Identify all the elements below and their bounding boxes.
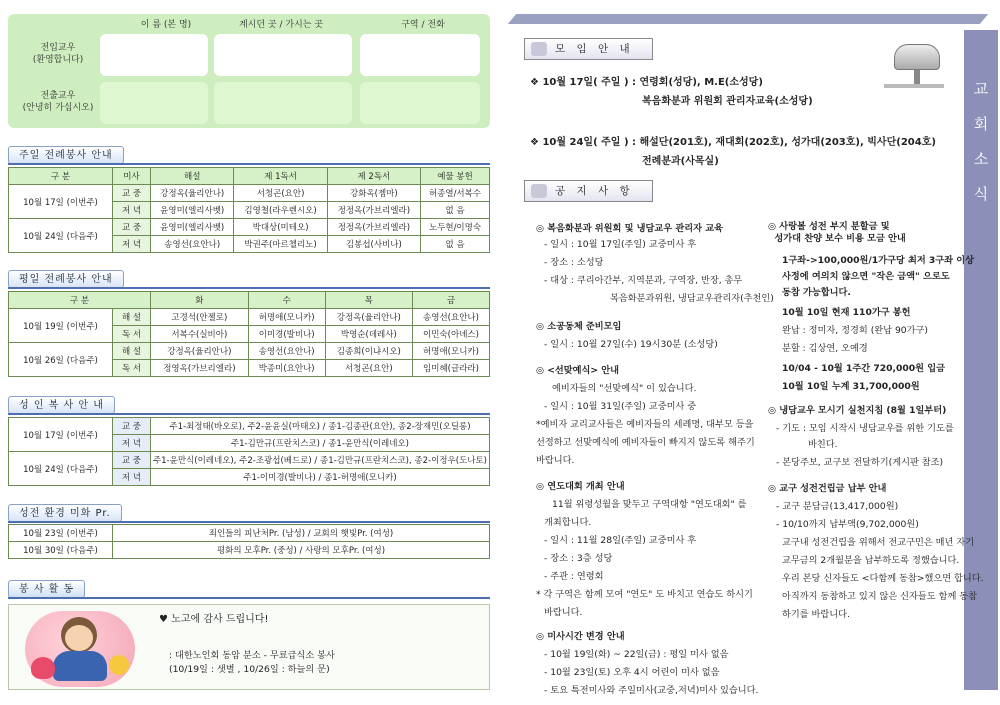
thanks-line <box>159 613 268 627</box>
sunday-section-header <box>8 146 490 166</box>
env-title: 성전 환경 미화 Pr. <box>8 504 122 522</box>
heart-icon: ♥ <box>159 614 172 625</box>
notice-text: - 주관 : 연령회 <box>544 571 604 582</box>
meeting-tab <box>524 38 653 60</box>
table-cell: 10월 17일 (이번주) <box>9 185 113 219</box>
notice-text: - 본당주보, 교구보 전달하기(게시판 참조) <box>776 457 944 468</box>
table-cell: 허명애(모니카) <box>413 343 490 360</box>
table-cell: 윤영미(엘리사벳) <box>151 202 234 219</box>
sunday-title: 주일 전례봉사 안내 <box>8 146 124 164</box>
table-cell: 해 설 <box>113 343 151 360</box>
side-char: 교 <box>973 80 989 98</box>
env-section-header <box>8 504 490 524</box>
adult-table <box>8 417 490 486</box>
notice-text: 10/04 - 10월 1주간 720,000원 입금 <box>782 363 946 374</box>
registration-panel <box>8 14 490 128</box>
notice-text: - 장소 : 3층 성당 <box>544 553 613 564</box>
notice-text: - 교구 분담금(13,417,000원) <box>776 501 899 512</box>
weekday-title: 평일 전례봉사 안내 <box>8 270 124 288</box>
side-char: 소 <box>973 150 989 168</box>
table-cell: 허종열/서복수 <box>421 185 490 202</box>
table-cell: 박영순(데레사) <box>325 326 412 343</box>
table-row <box>9 219 490 236</box>
weekday-table <box>8 291 490 377</box>
notice-text: 10월 10일 누계 31,700,000원 <box>782 381 920 392</box>
th: 미사 <box>113 168 151 185</box>
notice-text: 교무금의 2개월분을 납부하도록 정했습니다. <box>782 555 960 566</box>
notice-icon <box>531 42 547 56</box>
notice-heading: ◎ <선맞예식> 안내 <box>536 365 620 376</box>
notice-text: 완납 : 정미자, 정경희 (완납 90가구) <box>782 325 928 336</box>
table-cell: 강정옥(율리안나) <box>151 343 249 360</box>
reg-header-area: 구역 / 전화 <box>401 20 445 30</box>
th: 구 분 <box>9 292 151 309</box>
reg-header-place: 계시던 곳 / 가시는 곳 <box>238 20 324 30</box>
reg-out-label: 전출교우 (안녕히 가십시오) <box>22 91 94 113</box>
table-cell: 10월 30일 (다음주) <box>9 542 113 559</box>
table-cell: 서청곤(요안) <box>325 360 412 377</box>
table-row <box>9 525 490 542</box>
table-cell: 김종희(이냐시오) <box>325 343 412 360</box>
notice-tab <box>524 180 653 202</box>
notice-text: 교구내 성전건립을 위해서 전교구민은 매년 자기 <box>782 537 975 548</box>
notice-text: - 일시 : 10월 27일(수) 19시30분 (소성당) <box>544 339 718 350</box>
reg-in-label: 전입교우 (환영합니다) <box>32 43 84 65</box>
notice-text: - 일시 : 11월 28일(주일) 교중미사 후 <box>544 535 697 546</box>
table-cell: 저 녁 <box>113 202 151 219</box>
table-cell: 송영선(요안나) <box>151 236 234 253</box>
table-cell: 해 설 <box>113 309 151 326</box>
reg-in-area-box[interactable] <box>360 34 480 76</box>
table-cell: 10월 19일 (이번주) <box>9 309 113 343</box>
notice-text: 11월 위령성월을 맞두고 구역대항 "연도대회" 를 <box>552 499 747 510</box>
reg-header-name: 이 름 (본 명) <box>140 20 192 30</box>
table-cell: 강정옥(율리안나) <box>151 185 234 202</box>
table-cell: 김영철(라우렌시오) <box>234 202 327 219</box>
table-cell: 송영선(요안나) <box>248 343 325 360</box>
table-cell: 김봉섭(사비나) <box>327 236 420 253</box>
th: 수 <box>248 292 325 309</box>
diamond-icon: ❖ <box>530 77 543 88</box>
notice-text: 1구좌->100,000원/1가구당 최저 3구좌 이상 <box>782 255 974 266</box>
notice-text: - 일시 : 10월 17일(주일) 교중미사 후 <box>544 239 697 250</box>
meeting-line-4: 전례분과(사목실) <box>642 156 719 167</box>
table-row <box>9 185 490 202</box>
service-line-2: (10/19일 : 샛별 , 10/26일 : 하늘의 문) <box>169 664 330 675</box>
table-cell: 저 녁 <box>112 469 150 486</box>
th: 제 1독서 <box>234 168 327 185</box>
notice-text: *예비자 교리교사들은 예비자들의 세례명, 대부모 등을 <box>536 419 754 430</box>
table-cell: 주1-윤만식(이레네오), 주2-조광섭(베드로) / 종1-김만규(프란치스코), 종2-이정우(도나토) <box>150 452 489 469</box>
notice-text: - 10월 23일(토) 오후 4시 어린이 미사 없음 <box>544 667 720 678</box>
th: 화 <box>151 292 249 309</box>
sunday-table <box>8 167 490 253</box>
table-cell: 정영옥(가브리엘라) <box>151 360 249 377</box>
notice-text: 하기를 바랍니다. <box>782 609 850 620</box>
mailbox-icon <box>884 34 954 90</box>
table-cell: 노두현/이명숙 <box>421 219 490 236</box>
table-cell: 독 서 <box>113 326 151 343</box>
table-cell: 10월 24일 (다음주) <box>9 452 113 486</box>
adult-section-header <box>8 396 490 416</box>
table-row <box>9 452 490 469</box>
table-cell: 강화옥(젬마) <box>327 185 420 202</box>
reg-out-place-box[interactable] <box>214 82 352 124</box>
table-cell: 노고에 감사 드립니다! <box>171 614 269 625</box>
adult-title: 성 인 복 사 안 내 <box>8 396 115 414</box>
heart-icon <box>31 657 55 679</box>
notice-text: * 각 구역은 함께 모여 "연도" 도 바치고 연습도 하시기 <box>536 589 753 600</box>
notice-text: 바랍니다. <box>536 455 575 466</box>
th: 해설 <box>151 168 234 185</box>
th: 목 <box>325 292 412 309</box>
reg-in-place-box[interactable] <box>214 34 352 76</box>
table-cell: 10월 23일 (이번주) <box>9 525 113 542</box>
diamond-icon: ❖ <box>530 137 543 148</box>
table-cell: 박대상(미테오) <box>234 219 327 236</box>
th: 구 분 <box>9 168 113 185</box>
table-cell: 10월 26일 (다음주) <box>9 343 113 377</box>
service-line-1: : 대한노인회 동암 분소 - 무료급식소 봉사 <box>169 650 335 661</box>
table-cell: 공 지 사 항 <box>555 185 634 197</box>
meeting-line-1 <box>530 76 763 90</box>
table-cell: 죄인들의 피난처Pr. (남성) / 교회의 햇빛Pr. (여성) <box>113 525 490 542</box>
table-row <box>9 309 490 326</box>
table-cell: 모 임 안 내 <box>555 43 634 55</box>
table-cell: 독 서 <box>113 360 151 377</box>
meeting-line-2: 복음화분과 위원회 관리자교육(소성당) <box>642 96 813 107</box>
side-char: 회 <box>973 115 989 133</box>
table-cell: 박권주(마르첼리노) <box>234 236 327 253</box>
notice-heading: ◎ 연도대회 개최 안내 <box>536 481 625 492</box>
table-cell: 없 음 <box>421 236 490 253</box>
notice-text: 동참 가능합니다. <box>782 287 851 298</box>
th: 금 <box>413 292 490 309</box>
side-char: 식 <box>973 185 989 203</box>
table-cell: 서복수(실비아) <box>151 326 249 343</box>
weekday-section-header <box>8 270 490 290</box>
notice-text: - 장소 : 소성당 <box>544 257 604 268</box>
top-band <box>508 14 988 24</box>
table-row <box>9 343 490 360</box>
table-cell: 강정옥(율리안나) <box>325 309 412 326</box>
env-table <box>8 524 490 559</box>
notice-text: - 10월 19일(화) ~ 22일(금) : 평일 미사 없음 <box>544 649 729 660</box>
table-cell: 이민숙(아녜스) <box>413 326 490 343</box>
notice-text: 개최합니다. <box>544 517 592 528</box>
table-cell: 없 음 <box>421 202 490 219</box>
table-row <box>9 542 490 559</box>
th: 제 2독서 <box>327 168 420 185</box>
notice-text: - 토요 특전미사와 주일미사(교중,저녁)미사 있습니다. <box>544 685 759 696</box>
notice-heading: ◎ 소공동체 준비모임 <box>536 321 622 332</box>
table-cell: 임미혜(글라라) <box>413 360 490 377</box>
table-cell: 저 녁 <box>112 435 150 452</box>
table-cell: 교 중 <box>113 185 151 202</box>
notice-heading: 성가대 찬양 보수 비용 모금 안내 <box>768 233 906 244</box>
table-cell: 10월 17일 (이번주) <box>9 418 113 452</box>
notice-heading: ◎ 미사시간 변경 안내 <box>536 631 625 642</box>
service-section-header <box>8 580 490 600</box>
notice-heading: ◎ 냉담교우 모시기 실천지침 (8월 1일부터) <box>768 405 947 416</box>
notice-heading: ◎ 교구 성전건립금 납부 안내 <box>768 483 887 494</box>
table-cell: 허명애(모니카) <box>248 309 325 326</box>
reg-in-name-box[interactable] <box>100 34 208 76</box>
table-cell: 교 중 <box>113 219 151 236</box>
heart-icon <box>109 655 129 675</box>
table-cell: 10월 24일 (다음주) <box>9 219 113 253</box>
table-cell: 고경석(안젤로) <box>151 309 249 326</box>
notice-text: 사정에 여의치 않으면 "작은 금액" 으로도 <box>782 271 950 282</box>
notice-text: 선정하고 선맞예식에 예비자들이 빠지지 않도록 해주기 <box>536 437 755 448</box>
table-cell: 정정옥(가브리엘라) <box>327 219 420 236</box>
table-cell: 교 중 <box>112 452 150 469</box>
notice-text: - 대상 : 쿠리아간부, 지역분과, 구역장, 반장, 총무 <box>544 275 743 286</box>
notice-text: - 10/10까지 납부액(9,702,000원) <box>776 519 919 530</box>
table-cell: 주1-김만규(프란치스코) / 종1-윤만식(이레네오) <box>150 435 489 452</box>
table-row <box>9 418 490 435</box>
table-cell: 저 녁 <box>113 236 151 253</box>
shirt-icon <box>53 651 107 681</box>
table-cell: 주1-최정태(바오로), 주2-윤윤실(마태오) / 종1-김종관(요안), 종2-장재민(오딜롱) <box>150 418 489 435</box>
notice-text: 바랍니다. <box>544 607 583 618</box>
notice-text: 우리 본당 신자들도 <다함께 동참>했으면 합니다. <box>782 573 984 584</box>
table-cell: 이미경(발비나) <box>248 326 325 343</box>
reg-out-area-box[interactable] <box>360 82 480 124</box>
helper-illustration <box>25 611 135 687</box>
table-cell: 10월 24일( 주일 ) : 해설단(201호), 재대회(202호), 성가대(203호), 빅사단(204호) <box>542 137 936 148</box>
meeting-line-3 <box>530 136 936 150</box>
table-cell: 윤영미(엘리사벳) <box>151 219 234 236</box>
table-cell: 박종미(요안나) <box>248 360 325 377</box>
th: 예물 봉헌 <box>421 168 490 185</box>
table-cell: 10월 17일( 주일 ) : 연령회(성당), M.E(소성당) <box>542 77 763 88</box>
notice-heading: ◎ 복음화분과 위원회 및 냉담교우 관리자 교육 <box>536 223 723 234</box>
service-title: 봉 사 활 동 <box>8 580 85 598</box>
reg-out-name-box[interactable] <box>100 82 208 124</box>
notice-text: - 기도 : 모임 시작시 냉담교우를 위한 기도를 <box>776 423 954 434</box>
table-cell: 서청곤(요안) <box>234 185 327 202</box>
table-cell: 평화의 모후Pr. (중성) / 사랑의 모후Pr. (여성) <box>113 542 490 559</box>
table-cell: 송영선(요안나) <box>413 309 490 326</box>
notice-text: 아직까지 동참하고 있지 않은 신자들도 함께 동참 <box>782 591 978 602</box>
service-box <box>8 604 490 690</box>
notice-icon <box>531 184 547 198</box>
table-cell: 주1-이미경(발비나) / 종1-허명애(모니카) <box>150 469 489 486</box>
notice-text: 예비자들의 "선맞예식" 이 있습니다. <box>552 383 697 394</box>
table-cell: 교 중 <box>112 418 150 435</box>
notice-text: 복음화분과위원, 냉담교우관리자(추천인) <box>610 293 774 304</box>
notice-text: 10월 10일 현재 110가구 봉헌 <box>782 307 911 318</box>
notice-text: - 일시 : 10월 31일(주일) 교중미사 중 <box>544 401 697 412</box>
notice-text: 분할 : 김상연, 오예경 <box>782 343 868 354</box>
notice-heading: ◎ 사랑볼 성전 부지 분할금 및 <box>768 221 890 232</box>
table-cell: 정정옥(가브리엘라) <box>327 202 420 219</box>
notice-text: 바친다. <box>808 439 838 450</box>
